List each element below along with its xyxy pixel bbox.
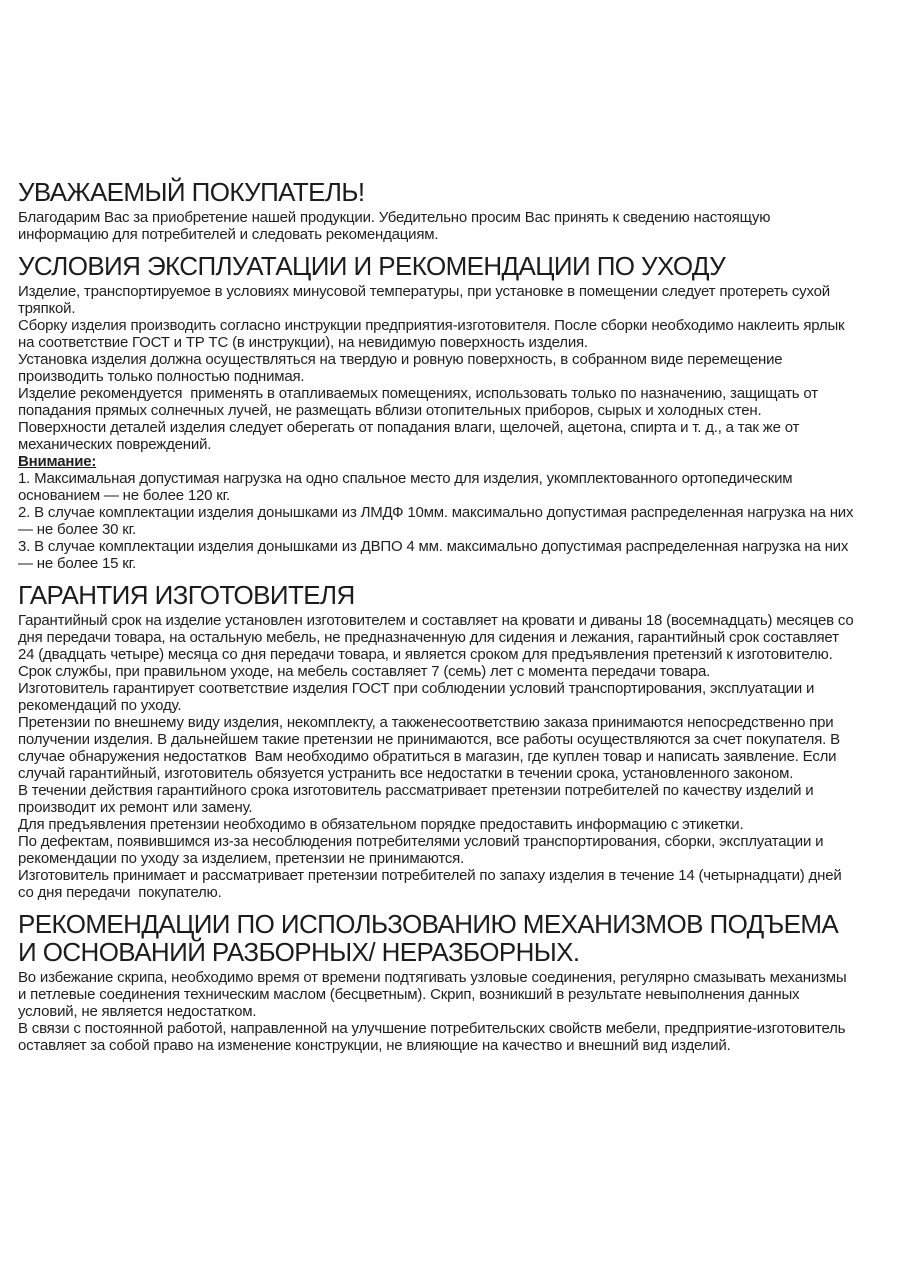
paragraph: Во избежание скрипа, необходимо время от времени подтягивать узловые соединения, регулярно смазывать механизмы и петлевые соединения техническим маслом (бесцветным). Скрип, возникший в результате невыполнения данных условий, не является недостатком. bbox=[18, 969, 851, 1020]
paragraph: Установка изделия должна осуществляться на твердую и ровную поверхность, в собранном виде перемещение производить только полностью поднимая. bbox=[18, 351, 787, 385]
paragraph: Изготовитель гарантирует соответствие изделия ГОСТ при соблюдении условий транспортирования, эксплуатации и рекомендаций по уходу. bbox=[18, 680, 819, 714]
attention-item: 2. В случае комплектации изделия донышками из ЛМДФ 10мм. максимально допустимая распределенная нагрузка на них — не более 30 кг. bbox=[18, 504, 858, 538]
paragraph: Для предъявления претензии необходимо в обязательном порядке предоставить информацию с этикетки. bbox=[18, 816, 744, 833]
section-mechanisms bbox=[18, 910, 855, 1054]
attention-item: 3. В случае комплектации изделия донышками из ДВПО 4 мм. максимально допустимая распределенная нагрузка на них — не более 15 кг. bbox=[18, 538, 853, 572]
paragraph: Изделие рекомендуется применять в отапливаемых помещениях, использовать только по назначению, защищать от попадания прямых солнечных лучей, не размещать вблизи отопительных приборов, сырых и холодных стен. bbox=[18, 385, 822, 419]
paragraph: Сборку изделия производить согласно инструкции предприятия-изготовителя. После сборки необходимо наклеить ярлык на соответствие ГОСТ и ТР ТС (в инструкции), на невидимую поверхность изделия. bbox=[18, 317, 849, 351]
section-heading-greeting: УВАЖАЕМЫЙ ПОКУПАТЕЛЬ! bbox=[18, 177, 365, 207]
section-heading-mechanisms: РЕКОМЕНДАЦИИ ПО ИСПОЛЬЗОВАНИЮ МЕХАНИЗМОВ ПОДЪЕМА И ОСНОВАНИЙ РАЗБОРНЫХ/ НЕРАЗБОРНЫХ. bbox=[18, 909, 845, 967]
paragraph: Срок службы, при правильном уходе, на мебель составляет 7 (семь) лет с момента передачи товара. bbox=[18, 663, 711, 680]
section-greeting bbox=[18, 178, 855, 243]
paragraph: Благодарим Вас за приобретение нашей продукции. Убедительно просим Вас принять к сведению настоящую информацию для потребителей и следовать рекомендациям. bbox=[18, 209, 775, 243]
section-heading-usage-conditions: УСЛОВИЯ ЭКСПЛУАТАЦИИ И РЕКОМЕНДАЦИИ ПО УХОДУ bbox=[18, 251, 726, 281]
paragraph: Поверхности деталей изделия следует оберегать от попадания влаги, щелочей, ацетона, спирта и т. д., а так же от механических повреждений. bbox=[18, 419, 804, 453]
paragraph: В течении действия гарантийного срока изготовитель рассматривает претензии потребителей по качеству изделий и производит их ремонт или замену. bbox=[18, 782, 818, 816]
section-heading-warranty: ГАРАНТИЯ ИЗГОТОВИТЕЛЯ bbox=[18, 580, 355, 610]
section-usage-conditions bbox=[18, 251, 858, 572]
paragraph: В связи с постоянной работой, направленной на улучшение потребительских свойств мебели, предприятие-изготовитель оставляет за собой право на изменение конструкции, не влияющие на качество и внешний вид изделий. bbox=[18, 1020, 850, 1054]
attention-item: 1. Максимальная допустимая нагрузка на одно спальное место для изделия, укомплектованного ортопедическим основанием — не более 120 кг. bbox=[18, 470, 797, 504]
paragraph: По дефектам, появившимся из-за несоблюдения потребителями условий транспортирования, сборки, эксплуатации и рекомендации по уходу за изделием, претензии не принимаются. bbox=[18, 833, 828, 867]
attention-label: Внимание: bbox=[18, 453, 97, 470]
section-warranty bbox=[18, 580, 858, 901]
paragraph: Изготовитель принимает и рассматривает претензии потребителей по запаху изделия в течение 14 (четырнадцати) дней со дня передачи покупателю. bbox=[18, 867, 846, 901]
paragraph: Претензии по внешнему виду изделия, некомплекту, а такженесоответствию заказа принимаются непосредственно при получении изделия. В дальнейшем такие претензии не принимаются, все работы осуществляются за счет покупателя. В случае обнаружения недостатков Вам необходимо обратиться в магазин, где куплен товар и написать заявление. Если случай гарантийный, изготовитель обязуется устранить все недостатки в течении срока, установленного законом. bbox=[18, 714, 844, 782]
paragraph: Гарантийный срок на изделие установлен изготовителем и составляет на кровати и диваны 18 (восемнадцать) месяцев со дня передачи товара, на остальную мебель, не предназначенную для сидения и лежания, гарантийный срок составляет 24 (двадцать четыре) месяца со дня передачи товара, и является сроком для предъявления претензий к изготовителю. bbox=[18, 612, 858, 663]
paragraph: Изделие, транспортируемое в условиях минусовой температуры, при установке в помещении следует протереть сухой тряпкой. bbox=[18, 283, 834, 317]
